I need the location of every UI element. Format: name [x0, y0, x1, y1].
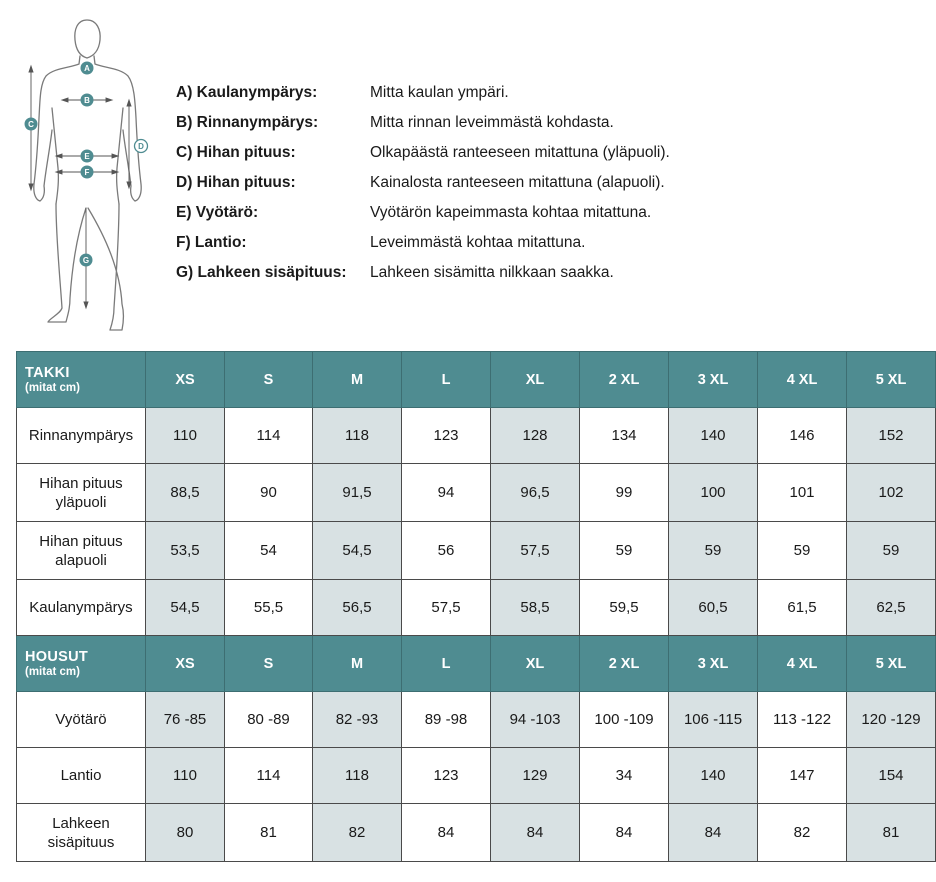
size-header: XS	[146, 636, 225, 692]
table-cell: 34	[580, 748, 669, 804]
measurement-legend	[176, 78, 670, 288]
table-cell: 82	[313, 804, 402, 862]
table-cell: 154	[847, 748, 936, 804]
table-cell: 100	[669, 464, 758, 522]
size-header: M	[313, 352, 402, 408]
table-cell: 114	[225, 748, 313, 804]
row-label: Kaulanympärys	[17, 580, 146, 636]
size-header: XL	[491, 636, 580, 692]
table-cell: 90	[225, 464, 313, 522]
table-cell: 55,5	[225, 580, 313, 636]
row-label: Rinnanympärys	[17, 408, 146, 464]
size-header: XS	[146, 352, 225, 408]
table-cell: 134	[580, 408, 669, 464]
table-cell: 82	[758, 804, 847, 862]
svg-text:B: B	[84, 96, 90, 105]
marker-c	[25, 118, 38, 131]
table-cell: 57,5	[402, 580, 491, 636]
size-header: 5 XL	[847, 636, 936, 692]
legend-key: D) Hihan pituus:	[176, 174, 296, 191]
table-cell: 82 -93	[313, 692, 402, 748]
size-header: 5 XL	[847, 352, 936, 408]
size-header: 2 XL	[580, 636, 669, 692]
size-header: S	[225, 352, 313, 408]
table-cell: 54,5	[146, 580, 225, 636]
size-header: 3 XL	[669, 636, 758, 692]
table-cell: 54,5	[313, 522, 402, 580]
table-cell: 57,5	[491, 522, 580, 580]
legend-row-b	[176, 108, 670, 138]
legend-key: C) Hihan pituus:	[176, 144, 296, 161]
svg-text:C: C	[28, 120, 34, 129]
marker-a	[81, 62, 94, 75]
takki-title: TAKKI	[25, 365, 70, 381]
table-cell: 84	[491, 804, 580, 862]
housut-title-cell	[17, 636, 146, 692]
row-label: Lahkeen sisäpituus	[17, 804, 146, 862]
legend-key: F) Lantio:	[176, 234, 247, 251]
table-cell: 129	[491, 748, 580, 804]
marker-e	[81, 150, 94, 163]
table-cell: 56,5	[313, 580, 402, 636]
svg-text:D: D	[138, 142, 144, 151]
size-header: S	[225, 636, 313, 692]
size-header: L	[402, 352, 491, 408]
table-cell: 59	[580, 522, 669, 580]
table-cell: 110	[146, 748, 225, 804]
legend-row-f	[176, 228, 670, 258]
row-label: Lantio	[17, 748, 146, 804]
legend-row-d	[176, 168, 670, 198]
table-cell: 146	[758, 408, 847, 464]
row-label: Hihan pituus alapuoli	[17, 522, 146, 580]
table-cell: 110	[146, 408, 225, 464]
legend-key: B) Rinnanympärys:	[176, 114, 319, 131]
table-cell: 118	[313, 408, 402, 464]
svg-text:A: A	[84, 64, 90, 73]
marker-f	[81, 166, 94, 179]
size-header: L	[402, 636, 491, 692]
table-cell: 100 -109	[580, 692, 669, 748]
legend-row-c	[176, 138, 670, 168]
table-cell: 91,5	[313, 464, 402, 522]
table-cell: 81	[225, 804, 313, 862]
takki-header-row	[17, 352, 936, 408]
table-cell: 84	[669, 804, 758, 862]
marker-b	[81, 94, 94, 107]
svg-text:F: F	[84, 168, 90, 177]
row-label: Vyötärö	[17, 692, 146, 748]
size-header: 4 XL	[758, 636, 847, 692]
legend-desc: Leveimmästä kohtaa mitattuna.	[370, 234, 586, 251]
takki-unit: (mitat cm)	[25, 382, 80, 394]
marker-g	[80, 254, 93, 267]
table-row	[17, 464, 936, 522]
body-figure	[14, 8, 164, 338]
row-label: Hihan pituus yläpuoli	[17, 464, 146, 522]
table-cell: 76 -85	[146, 692, 225, 748]
housut-title: HOUSUT	[25, 649, 89, 665]
size-header: 3 XL	[669, 352, 758, 408]
table-cell: 128	[491, 408, 580, 464]
table-cell: 61,5	[758, 580, 847, 636]
table-cell: 60,5	[669, 580, 758, 636]
table-cell: 147	[758, 748, 847, 804]
table-cell: 62,5	[847, 580, 936, 636]
table-cell: 152	[847, 408, 936, 464]
table-cell: 56	[402, 522, 491, 580]
size-header: 2 XL	[580, 352, 669, 408]
table-cell: 59	[758, 522, 847, 580]
table-cell: 84	[580, 804, 669, 862]
legend-key: E) Vyötärö:	[176, 204, 259, 221]
table-cell: 59	[847, 522, 936, 580]
takki-title-cell	[17, 352, 146, 408]
table-row	[17, 692, 936, 748]
table-row	[17, 804, 936, 862]
table-cell: 118	[313, 748, 402, 804]
legend-desc: Mitta kaulan ympäri.	[370, 84, 509, 101]
table-cell: 123	[402, 748, 491, 804]
table-cell: 102	[847, 464, 936, 522]
table-cell: 101	[758, 464, 847, 522]
size-chart-table	[16, 351, 936, 862]
table-row	[17, 522, 936, 580]
table-cell: 88,5	[146, 464, 225, 522]
table-cell: 140	[669, 748, 758, 804]
table-cell: 96,5	[491, 464, 580, 522]
table-cell: 94	[402, 464, 491, 522]
housut-unit: (mitat cm)	[25, 666, 80, 678]
table-cell: 114	[225, 408, 313, 464]
size-header: 4 XL	[758, 352, 847, 408]
legend-desc: Lahkeen sisämitta nilkkaan saakka.	[370, 264, 614, 281]
table-cell: 58,5	[491, 580, 580, 636]
legend-key: A) Kaulanympärys:	[176, 84, 318, 101]
table-cell: 123	[402, 408, 491, 464]
housut-header-row	[17, 636, 936, 692]
table-cell: 113 -122	[758, 692, 847, 748]
svg-text:G: G	[82, 256, 90, 265]
svg-text:E: E	[84, 152, 90, 161]
table-row	[17, 408, 936, 464]
table-cell: 140	[669, 408, 758, 464]
table-row	[17, 580, 936, 636]
size-header: M	[313, 636, 402, 692]
marker-d	[135, 140, 148, 153]
table-cell: 59,5	[580, 580, 669, 636]
table-row	[17, 748, 936, 804]
legend-row-e	[176, 198, 670, 228]
table-cell: 81	[847, 804, 936, 862]
table-cell: 59	[669, 522, 758, 580]
table-cell: 54	[225, 522, 313, 580]
table-cell: 106 -115	[669, 692, 758, 748]
legend-desc: Mitta rinnan leveimmästä kohdasta.	[370, 114, 614, 131]
table-cell: 120 -129	[847, 692, 936, 748]
legend-row-g	[176, 258, 670, 288]
legend-desc: Olkapäästä ranteeseen mitattuna (yläpuoli).	[370, 144, 670, 161]
size-header: XL	[491, 352, 580, 408]
legend-row-a	[176, 78, 670, 108]
table-cell: 94 -103	[491, 692, 580, 748]
table-cell: 84	[402, 804, 491, 862]
table-cell: 99	[580, 464, 669, 522]
table-cell: 80	[146, 804, 225, 862]
table-cell: 53,5	[146, 522, 225, 580]
table-cell: 80 -89	[225, 692, 313, 748]
legend-key: G) Lahkeen sisäpituus:	[176, 264, 347, 281]
legend-desc: Vyötärön kapeimmasta kohtaa mitattuna.	[370, 204, 652, 221]
table-cell: 89 -98	[402, 692, 491, 748]
legend-desc: Kainalosta ranteeseen mitattuna (alapuoli).	[370, 174, 665, 191]
